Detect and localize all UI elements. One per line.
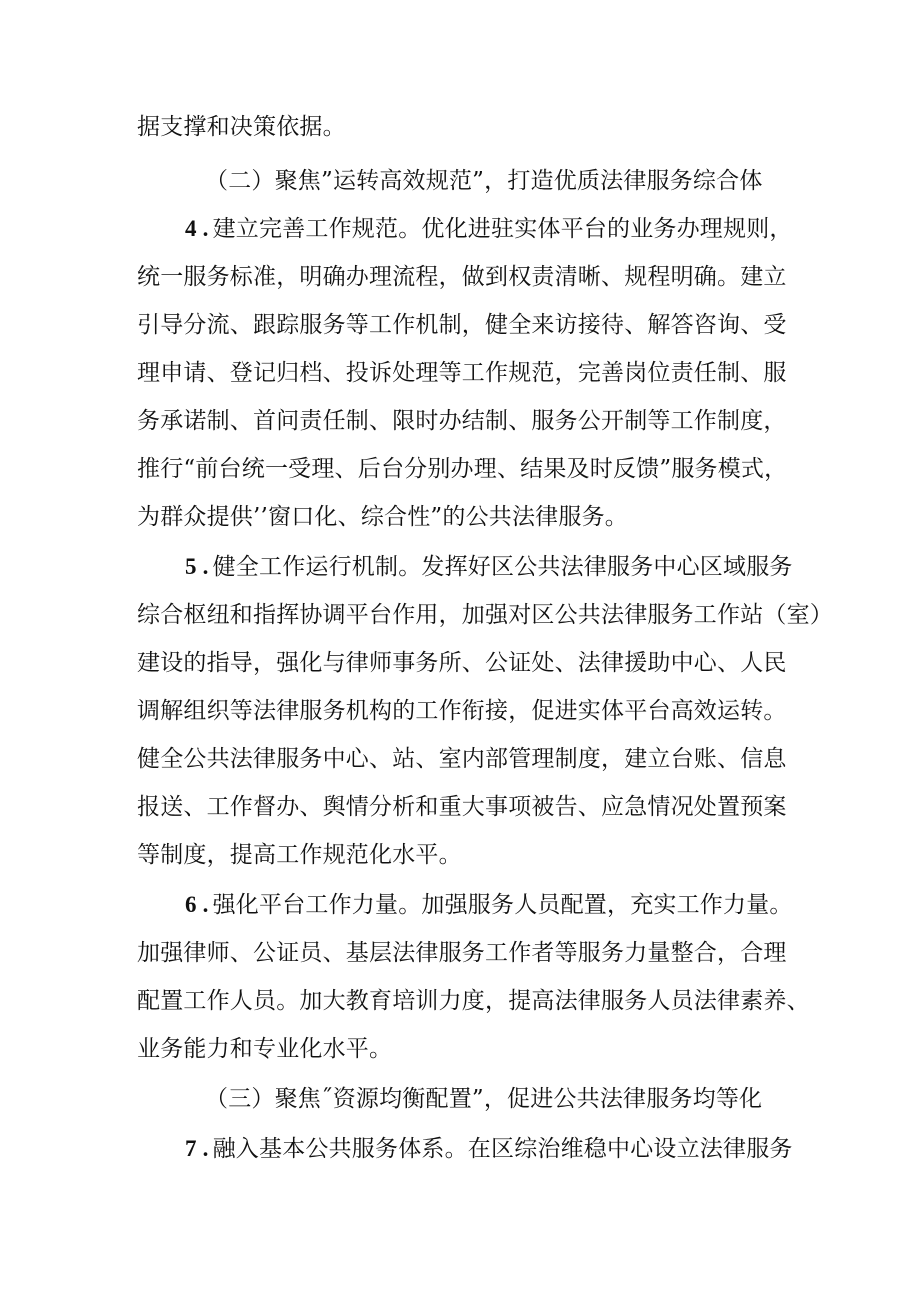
paragraph-line: 业务能力和专业化水平。 bbox=[137, 1036, 393, 1062]
item-7-first-line bbox=[185, 1134, 793, 1164]
paragraph-line: 理申请、登记归档、投诉处理等工作规范，完善岗位责任制、服 bbox=[137, 360, 787, 386]
paragraph-line: 统一服务标准，明确办理流程，做到权责清晰、规程明确。建立 bbox=[137, 264, 787, 290]
paragraph-line: 加强律师、公证员、基层法律服务工作者等服务力量整合，合理 bbox=[137, 940, 787, 966]
paragraph-line: 健全公共法律服务中心、站、室内部管理制度，建立台账、信息 bbox=[137, 746, 787, 772]
paragraph-line: 调解组织等法律服务机构的工作衔接，促进实体平台高效运转。 bbox=[137, 698, 787, 724]
paragraph-line: 推行“前台统一受理、后台分别办理、结果及时反馈”服务模式， bbox=[137, 456, 788, 482]
item-6-first-line bbox=[185, 890, 793, 920]
item-text: 健全工作运行机制。发挥好区公共法律服务中心区域服务 bbox=[212, 554, 793, 580]
paragraph-line: 综合枢纽和指挥协调平台作用，加强对区公共法律服务工作站（室） bbox=[137, 602, 833, 628]
paragraph-line: 报送、工作督办、舆情分析和重大事项被告、应急情况处置预案 bbox=[137, 794, 787, 820]
paragraph-line: 引导分流、跟踪服务等工作机制，健全来访接待、解答咨询、受 bbox=[137, 312, 787, 338]
section-heading: （三）聚焦˝资源均衡配置”，促进公共法律服务均等化 bbox=[205, 1086, 763, 1112]
paragraph-line: 据支撑和决策依据。 bbox=[137, 114, 346, 140]
paragraph-line: 等制度，提高工作规范化水平。 bbox=[137, 842, 462, 868]
item-4-first-line bbox=[185, 214, 793, 244]
paragraph-line: 为群众提供’’窗口化、综合性”的公共法律服务。 bbox=[137, 504, 628, 530]
item-5-first-line bbox=[185, 552, 793, 582]
item-number: 4 . bbox=[185, 216, 209, 241]
section-heading: （二）聚焦”运转高效规范”，打造优质法律服务综合体 bbox=[205, 168, 763, 194]
paragraph-line: 建设的指导，强化与律师事务所、公证处、法律援助中心、人民 bbox=[137, 650, 787, 676]
paragraph-line: 务承诺制、首问责任制、限时办结制、服务公开制等工作制度， bbox=[137, 408, 787, 434]
item-text: 融入基本公共服务体系。在区综治维稳中心设立法律服务 bbox=[212, 1136, 793, 1162]
item-text: 建立完善工作规范。优化进驻实体平台的业务办理规则， bbox=[212, 216, 793, 242]
paragraph-line: 配置工作人员。加大教育培训力度，提高法律服务人员法律素养、 bbox=[137, 988, 810, 1014]
item-number: 6 . bbox=[185, 892, 209, 917]
item-number: 5 . bbox=[185, 554, 209, 579]
item-text: 强化平台工作力量。加强服务人员配置，充实工作力量。 bbox=[212, 892, 793, 918]
item-number: 7 . bbox=[185, 1136, 209, 1161]
